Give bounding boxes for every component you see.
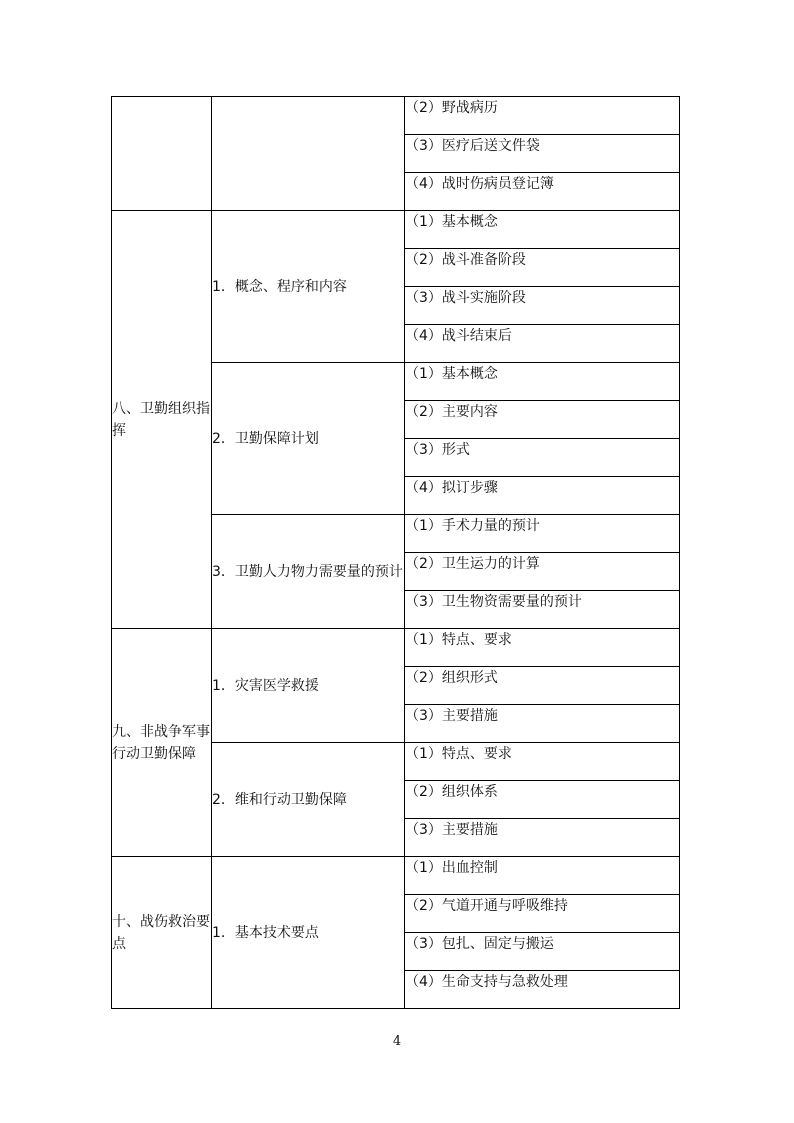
topic-cell: 2．卫勤保障计划 [212, 363, 405, 515]
item-cell: （2）组织体系 [405, 781, 680, 819]
syllabus-outline-table [111, 96, 680, 1009]
item-cell: （1）手术力量的预计 [405, 515, 680, 553]
topic-cell: 1．概念、程序和内容 [212, 211, 405, 363]
item-cell: （1）特点、要求 [405, 743, 680, 781]
chapter-cell: 九、非战争军事行动卫勤保障 [112, 629, 212, 857]
topic-cell [212, 97, 405, 211]
chapter-cell [112, 97, 212, 211]
item-cell: （4）生命支持与急救处理 [405, 971, 680, 1009]
topic-cell: 3．卫勤人力物力需要量的预计 [212, 515, 405, 629]
item-cell: （3）战斗实施阶段 [405, 287, 680, 325]
item-cell: （4）拟订步骤 [405, 477, 680, 515]
item-cell: （2）战斗准备阶段 [405, 249, 680, 287]
item-cell: （1）基本概念 [405, 211, 680, 249]
table-row [112, 97, 680, 135]
item-cell: （1）基本概念 [405, 363, 680, 401]
topic-cell: 1．灾害医学救援 [212, 629, 405, 743]
item-cell: （2）主要内容 [405, 401, 680, 439]
item-cell: （3）医疗后送文件袋 [405, 135, 680, 173]
item-cell: （2）卫生运力的计算 [405, 553, 680, 591]
item-cell: （2）气道开通与呼吸维持 [405, 895, 680, 933]
item-cell: （4）战斗结束后 [405, 325, 680, 363]
chapter-cell: 十、战伤救治要点 [112, 857, 212, 1009]
table-row [112, 211, 680, 249]
page-number: 4 [392, 1034, 402, 1049]
outline-table-body [112, 97, 680, 1009]
item-cell: （3）主要措施 [405, 819, 680, 857]
item-cell: （1）出血控制 [405, 857, 680, 895]
topic-cell: 2．维和行动卫勤保障 [212, 743, 405, 857]
item-cell: （3）形式 [405, 439, 680, 477]
item-cell: （2）组织形式 [405, 667, 680, 705]
item-cell: （1）特点、要求 [405, 629, 680, 667]
table-row [112, 629, 680, 667]
topic-cell: 1．基本技术要点 [212, 857, 405, 1009]
table-row [112, 857, 680, 895]
chapter-cell: 八、卫勤组织指挥 [112, 211, 212, 629]
item-cell: （3）卫生物资需要量的预计 [405, 591, 680, 629]
item-cell: （4）战时伤病员登记簿 [405, 173, 680, 211]
item-cell: （3）包扎、固定与搬运 [405, 933, 680, 971]
item-cell: （3）主要措施 [405, 705, 680, 743]
item-cell: （2）野战病历 [405, 97, 680, 135]
